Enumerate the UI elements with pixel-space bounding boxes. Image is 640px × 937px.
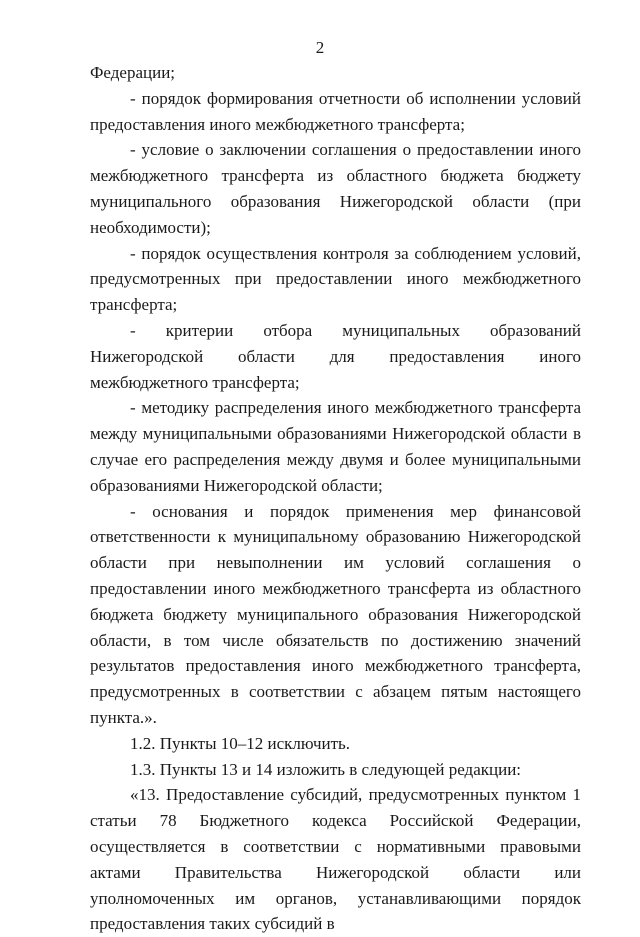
- paragraph: - методику распределения иного межбюджетного трансферта между муниципальными образованиями Нижегородской области в случае его распределения между двумя и более муниципальными образованиями Нижегородской области;: [90, 398, 581, 495]
- paragraph: - порядок формирования отчетности об исполнении условий предоставления иного межбюджетного трансферта;: [90, 88, 581, 134]
- paragraph: - порядок осуществления контроля за соблюдением условий, предусмотренных при предоставлении иного межбюджетного трансферта;: [90, 243, 581, 315]
- page-number: 2: [315, 38, 325, 57]
- paragraph: 1.2. Пункты 10–12 исключить.: [130, 733, 351, 753]
- paragraph: 1.3. Пункты 13 и 14 изложить в следующей редакции:: [130, 759, 522, 779]
- paragraph: Федерации;: [90, 63, 176, 82]
- paragraph: - условие о заключении соглашения о предоставлении иного межбюджетного трансферта из областного бюджета бюджету муниципального образования Нижегородской области (при необходимости);: [90, 140, 581, 237]
- paragraph: - критерии отбора муниципальных образований Нижегородской области для предоставления иного межбюджетного трансферта;: [90, 320, 581, 392]
- paragraph: - основания и порядок применения мер финансовой ответственности к муниципальному образованию Нижегородской области при невыполнении им условий соглашения о предоставлении иного межбюджетного трансферта из областного бюджета бюджету муниципального образования Нижегородской области, в том числе обязательств по достижению значений результатов предоставления иного межбюджетного трансферта, предусмотренных в соответствии с абзацем пятым настоящего пункта.».: [90, 501, 581, 727]
- paragraph: «13. Предоставление субсидий, предусмотренных пунктом 1 статьи 78 Бюджетного кодекса Российской Федерации, осуществляется в соответствии с нормативными правовыми актами Правительства Нижегородской области или уполномоченных им органов, устанавливающими порядок предоставления таких субсидий в: [90, 785, 581, 934]
- document-body: [90, 60, 581, 937]
